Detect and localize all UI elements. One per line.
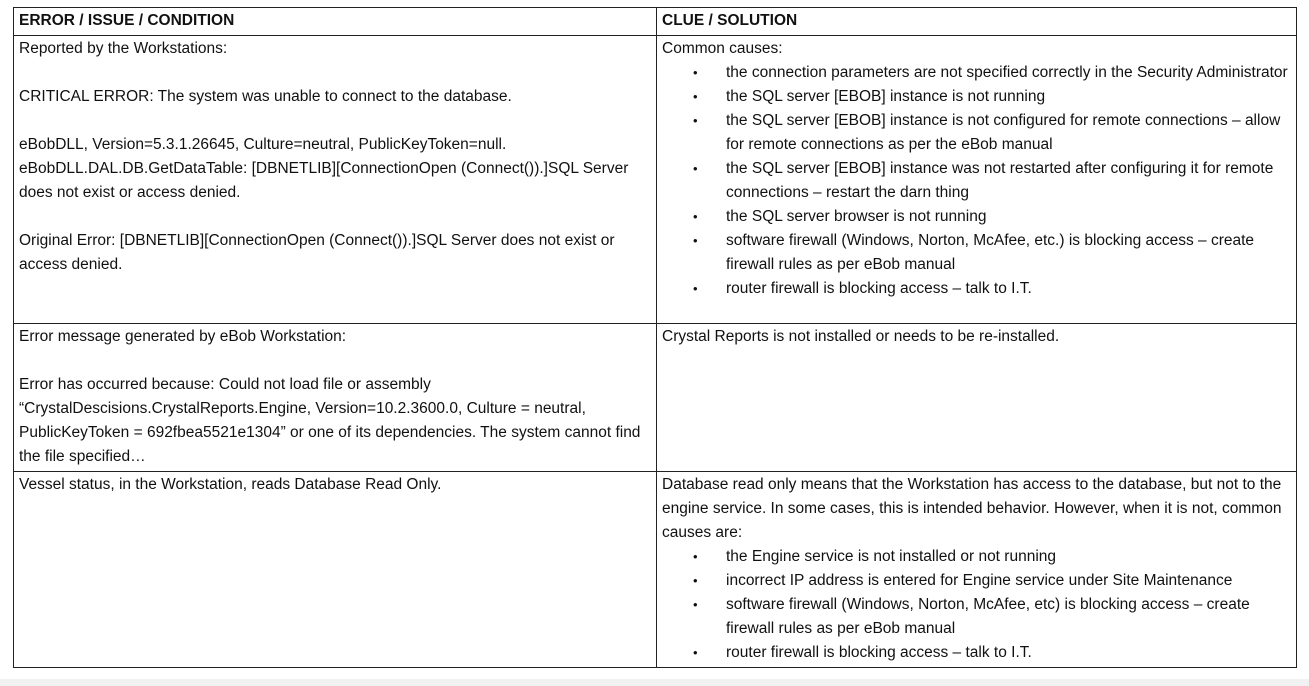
bullet-icon: • xyxy=(693,573,698,588)
issue-text: Original Error: [DBNETLIB][ConnectionOpen (Connect()).]SQL Server does not exist or access denied. xyxy=(19,232,615,273)
issue-text: eBobDLL, Version=5.3.1.26645, Culture=neutral, PublicKeyToken=null. xyxy=(19,136,507,153)
bullet-icon: • xyxy=(693,549,698,564)
list-item: • the SQL server browser is not running xyxy=(726,205,1291,229)
table-header-row xyxy=(14,8,1297,36)
list-item: • software firewall (Windows, Norton, McAfee, etc) is blocking access – create firewall rules as per eBob manual xyxy=(726,593,1291,641)
issue-text: Reported by the Workstations: xyxy=(19,40,228,57)
bullet-icon: • xyxy=(693,597,698,612)
list-item: • incorrect IP address is entered for Engine service under Site Maintenance xyxy=(726,569,1291,593)
table-row xyxy=(14,472,1297,668)
bullet-icon: • xyxy=(693,89,698,104)
troubleshooting-table xyxy=(13,7,1297,668)
header-issue: ERROR / ISSUE / CONDITION xyxy=(14,8,657,36)
solution-list xyxy=(662,545,1291,665)
header-solution: CLUE / SOLUTION xyxy=(657,8,1297,36)
bullet-icon: • xyxy=(693,65,698,80)
issue-cell xyxy=(14,36,657,324)
issue-text: eBobDLL.DAL.DB.GetDataTable: [DBNETLIB][ConnectionOpen (Connect()).]SQL Server does not exist or access denied. xyxy=(19,160,629,201)
solution-intro: Common causes: xyxy=(662,40,783,57)
solution-cell xyxy=(657,324,1297,472)
list-item: • router firewall is blocking access – talk to I.T. xyxy=(726,641,1291,665)
table-row xyxy=(14,324,1297,472)
solution-cell xyxy=(657,36,1297,324)
table-row xyxy=(14,36,1297,324)
page-bottom-edge xyxy=(0,679,1309,686)
bullet-icon: • xyxy=(693,645,698,660)
bullet-icon: • xyxy=(693,161,698,176)
solution-cell xyxy=(657,472,1297,668)
issue-cell xyxy=(14,324,657,472)
issue-text: Error has occurred because: Could not load file or assembly “CrystalDescisions.CrystalReports.Engine, Version=10.2.3600.0, Culture = neutral, PublicKeyToken = 692fbea5521e1304” or one of its dependencies. The system cannot find the file specified… xyxy=(19,376,641,465)
solution-intro: Database read only means that the Workstation has access to the database, but not to the engine service. In some cases, this is intended behavior. However, when it is not, common causes are: xyxy=(662,476,1282,541)
bullet-icon: • xyxy=(693,281,698,296)
issue-text: Vessel status, in the Workstation, reads Database Read Only. xyxy=(19,476,442,493)
list-item: • the Engine service is not installed or not running xyxy=(726,545,1291,569)
list-item: • the SQL server [EBOB] instance is not running xyxy=(726,85,1291,109)
list-item: • the SQL server [EBOB] instance was not restarted after configuring it for remote connections – restart the darn thing xyxy=(726,157,1291,205)
issue-text: Error message generated by eBob Workstation: xyxy=(19,328,347,345)
list-item: • the SQL server [EBOB] instance is not configured for remote connections – allow for remote connections as per the eBob manual xyxy=(726,109,1291,157)
issue-text: CRITICAL ERROR: The system was unable to connect to the database. xyxy=(19,88,512,105)
document-page xyxy=(13,7,1308,679)
list-item: • router firewall is blocking access – talk to I.T. xyxy=(726,277,1291,301)
bullet-icon: • xyxy=(693,209,698,224)
solution-intro: Crystal Reports is not installed or needs to be re-installed. xyxy=(662,328,1060,345)
bullet-icon: • xyxy=(693,233,698,248)
list-item: • software firewall (Windows, Norton, McAfee, etc.) is blocking access – create firewall rules as per eBob manual xyxy=(726,229,1291,277)
bullet-icon: • xyxy=(693,113,698,128)
issue-cell xyxy=(14,472,657,668)
list-item: • the connection parameters are not specified correctly in the Security Administrator xyxy=(726,61,1291,85)
solution-list xyxy=(662,61,1291,301)
